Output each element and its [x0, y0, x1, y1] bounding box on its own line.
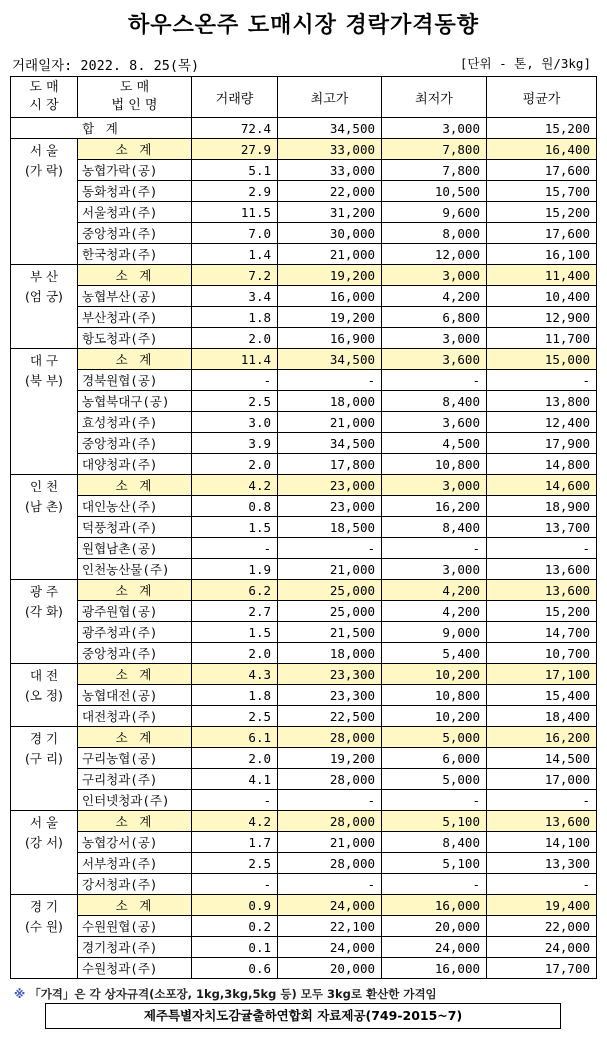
avg-price-cell: -: [487, 790, 597, 811]
table-row: [11, 202, 597, 223]
corporation-name: 부산청과(주): [78, 307, 192, 328]
volume-cell: 6.2: [192, 580, 278, 601]
max-price-cell: 23,000: [278, 475, 382, 496]
max-price-cell: 33,000: [278, 160, 382, 181]
min-price-cell: 4,200: [382, 286, 487, 307]
volume-cell: 1.9: [192, 559, 278, 580]
table-row: [11, 433, 597, 454]
volume-cell: 0.1: [192, 937, 278, 958]
region-cell: [11, 727, 78, 811]
avg-price-cell: 16,400: [487, 139, 597, 160]
max-price-cell: 19,200: [278, 307, 382, 328]
avg-price-cell: 13,600: [487, 811, 597, 832]
min-price-cell: 4,200: [382, 601, 487, 622]
avg-price-cell: 11,400: [487, 265, 597, 286]
max-price-cell: 21,000: [278, 832, 382, 853]
avg-price-cell: 12,400: [487, 412, 597, 433]
source-box: 제주특별자치도감귤출하연합회 자료제공(749-2015~7): [45, 1003, 561, 1029]
avg-price-cell: 17,600: [487, 160, 597, 181]
max-price-cell: 23,300: [278, 685, 382, 706]
volume-cell: 3.4: [192, 286, 278, 307]
region-name: 대 구: [29, 353, 59, 368]
max-price-cell: -: [278, 874, 382, 895]
volume-cell: 5.1: [192, 160, 278, 181]
max-price-cell: 19,200: [278, 265, 382, 286]
subtotal-row: [11, 727, 597, 748]
table-row: [11, 622, 597, 643]
min-price-cell: 6,800: [382, 307, 487, 328]
volume-cell: 27.9: [192, 139, 278, 160]
volume-cell: 6.1: [192, 727, 278, 748]
min-price-cell: 16,200: [382, 496, 487, 517]
max-price-cell: 28,000: [278, 727, 382, 748]
table-row: [11, 454, 597, 475]
volume-cell: 2.0: [192, 328, 278, 349]
region-district: (구 리): [25, 751, 63, 766]
corporation-name: 소 계: [78, 895, 192, 916]
max-price-cell: 19,200: [278, 748, 382, 769]
corporation-name: 한국청과(주): [78, 244, 192, 265]
corporation-name: 광주청과(주): [78, 622, 192, 643]
table-row: [11, 244, 597, 265]
volume-cell: 0.6: [192, 958, 278, 979]
region-district: (북 부): [25, 373, 63, 388]
region-district: (엄 궁): [25, 289, 63, 304]
max-price-cell: 30,000: [278, 223, 382, 244]
min-price-cell: 3,600: [382, 349, 487, 370]
max-price-cell: 21,500: [278, 622, 382, 643]
table-row: [11, 517, 597, 538]
volume-cell: -: [192, 790, 278, 811]
corporation-name: 농협강서(공): [78, 832, 192, 853]
corporation-name: 대전청과(주): [78, 706, 192, 727]
footnote-mark: ※: [14, 987, 26, 1001]
corporation-name: 농협북대구(공): [78, 391, 192, 412]
volume-cell: -: [192, 538, 278, 559]
min-price-cell: 3,000: [382, 265, 487, 286]
region-district: (수 원): [25, 919, 63, 934]
table-row: [11, 748, 597, 769]
subtotal-row: [11, 265, 597, 286]
volume-cell: -: [192, 370, 278, 391]
corporation-name: 동화청과(주): [78, 181, 192, 202]
min-price-cell: 5,100: [382, 811, 487, 832]
avg-price-cell: 14,700: [487, 622, 597, 643]
min-price-cell: 5,100: [382, 853, 487, 874]
table-row: [11, 769, 597, 790]
volume-cell: 7.0: [192, 223, 278, 244]
footnote: [14, 986, 437, 1002]
volume-cell: 2.9: [192, 181, 278, 202]
volume-cell: 1.8: [192, 307, 278, 328]
min-price-cell: 5,000: [382, 727, 487, 748]
min-price-cell: 20,000: [382, 916, 487, 937]
corporation-name: 농협부산(공): [78, 286, 192, 307]
avg-price-cell: 16,200: [487, 727, 597, 748]
corporation-name: 항도청과(주): [78, 328, 192, 349]
region-district: (가 락): [25, 163, 63, 178]
footnote-text: 「가격」은 각 상자규격(소포장, 1kg,3kg,5kg 등) 모두 3kg로 환산한 가격임: [29, 987, 437, 1001]
max-price-cell: 25,000: [278, 580, 382, 601]
avg-price-cell: 19,400: [487, 895, 597, 916]
max-price-cell: 18,000: [278, 643, 382, 664]
table-row: [11, 496, 597, 517]
region-name: 대 전: [29, 668, 59, 683]
avg-price-cell: 14,100: [487, 832, 597, 853]
region-cell: [11, 265, 78, 349]
min-price-cell: 3,000: [382, 328, 487, 349]
max-price-cell: 18,000: [278, 391, 382, 412]
region-name: 인 천: [29, 479, 59, 494]
max-price-cell: 17,800: [278, 454, 382, 475]
min-price-cell: -: [382, 538, 487, 559]
corporation-name: 광주원협(공): [78, 601, 192, 622]
table-row: [11, 916, 597, 937]
avg-price-cell: 15,400: [487, 685, 597, 706]
total-label: [11, 118, 192, 139]
volume-cell: 1.7: [192, 832, 278, 853]
page-title: 하우스온주 도매시장 경락가격동향: [127, 13, 480, 38]
subtotal-row: [11, 349, 597, 370]
subtotal-row: [11, 811, 597, 832]
min-price-cell: 8,400: [382, 517, 487, 538]
table-row: [11, 286, 597, 307]
volume-cell: 4.2: [192, 811, 278, 832]
volume-cell: 4.1: [192, 769, 278, 790]
avg-price-cell: -: [487, 874, 597, 895]
header-avg-price: 평균가: [487, 77, 597, 118]
corporation-name: 원협남촌(공): [78, 538, 192, 559]
max-price-cell: 16,900: [278, 328, 382, 349]
avg-price-cell: 13,800: [487, 391, 597, 412]
min-price-cell: 16,000: [382, 958, 487, 979]
min-price-cell: 3,000: [382, 475, 487, 496]
min-price-cell: 3,000: [382, 559, 487, 580]
avg-price-cell: 11,700: [487, 328, 597, 349]
subtotal-row: [11, 895, 597, 916]
corporation-name: 소 계: [78, 265, 192, 286]
max-price-cell: -: [278, 370, 382, 391]
region-district: (오 정): [25, 688, 63, 703]
table-row: [11, 538, 597, 559]
avg-price-cell: 15,200: [487, 601, 597, 622]
min-price-cell: 6,000: [382, 748, 487, 769]
unit-label: [단위 - 톤, 원/3kg]: [459, 56, 591, 71]
header-corp-bottom: 법 인 명: [111, 98, 158, 113]
max-price-cell: 21,000: [278, 559, 382, 580]
min-price-cell: 5,400: [382, 643, 487, 664]
region-district: (남 촌): [25, 499, 63, 514]
volume-cell: 1.8: [192, 685, 278, 706]
volume-cell: 0.9: [192, 895, 278, 916]
avg-price-cell: 17,600: [487, 223, 597, 244]
min-price-cell: 10,500: [382, 181, 487, 202]
volume-cell: 1.5: [192, 622, 278, 643]
min-price-cell: 4,500: [382, 433, 487, 454]
max-price-cell: 21,000: [278, 412, 382, 433]
volume-cell: 2.0: [192, 643, 278, 664]
corporation-name: 대양청과(주): [78, 454, 192, 475]
max-price-cell: 34,500: [278, 349, 382, 370]
corporation-name: 서부청과(주): [78, 853, 192, 874]
header-min-price: 최저가: [382, 77, 487, 118]
avg-price-cell: 13,700: [487, 517, 597, 538]
avg-price-cell: -: [487, 538, 597, 559]
region-name: 부 산: [29, 269, 59, 284]
region-cell: [11, 664, 78, 727]
volume-cell: -: [192, 874, 278, 895]
header-region: [11, 77, 78, 118]
avg-price-cell: 15,700: [487, 181, 597, 202]
region-name: 서 울: [29, 143, 59, 158]
avg-price-cell: 13,600: [487, 580, 597, 601]
max-price-cell: 34,500: [278, 433, 382, 454]
corporation-name: 농협가락(공): [78, 160, 192, 181]
region-name: 광 주: [29, 584, 59, 599]
max-price-cell: 23,000: [278, 496, 382, 517]
volume-cell: 4.2: [192, 475, 278, 496]
table-row: [11, 160, 597, 181]
min-price-cell: 8,400: [382, 391, 487, 412]
volume-cell: 0.2: [192, 916, 278, 937]
corporation-name: 중앙청과(주): [78, 223, 192, 244]
corporation-name: 인천농산물(주): [78, 559, 192, 580]
max-price-cell: 20,000: [278, 958, 382, 979]
avg-price-cell: 10,700: [487, 643, 597, 664]
min-price-cell: 8,400: [382, 832, 487, 853]
max-price-cell: 28,000: [278, 769, 382, 790]
corporation-name: 경북원협(공): [78, 370, 192, 391]
max-price-cell: -: [278, 538, 382, 559]
max-price-cell: 22,500: [278, 706, 382, 727]
max-price-cell: 24,000: [278, 895, 382, 916]
min-price-cell: 4,200: [382, 580, 487, 601]
min-price-cell: 12,000: [382, 244, 487, 265]
corporation-name: 수원원협(공): [78, 916, 192, 937]
max-price-cell: 24,000: [278, 937, 382, 958]
min-price-cell: 8,000: [382, 223, 487, 244]
header-volume: 거래량: [192, 77, 278, 118]
table-row: [11, 370, 597, 391]
volume-cell: 2.5: [192, 706, 278, 727]
avg-price-cell: 16,100: [487, 244, 597, 265]
total-min: 3,000: [382, 118, 487, 139]
avg-price-cell: 13,600: [487, 559, 597, 580]
avg-price-cell: 17,000: [487, 769, 597, 790]
table-row: [11, 874, 597, 895]
avg-price-cell: 14,600: [487, 475, 597, 496]
min-price-cell: 9,000: [382, 622, 487, 643]
max-price-cell: 28,000: [278, 811, 382, 832]
subtotal-row: [11, 475, 597, 496]
region-cell: [11, 811, 78, 895]
min-price-cell: 16,000: [382, 895, 487, 916]
volume-cell: 4.3: [192, 664, 278, 685]
avg-price-cell: 18,400: [487, 706, 597, 727]
table-row: [11, 223, 597, 244]
total-volume: 72.4: [192, 118, 278, 139]
corporation-name: 소 계: [78, 727, 192, 748]
min-price-cell: 7,800: [382, 160, 487, 181]
volume-cell: 3.0: [192, 412, 278, 433]
min-price-cell: 24,000: [382, 937, 487, 958]
region-name: 경 기: [29, 899, 59, 914]
total-max: 34,500: [278, 118, 382, 139]
avg-price-cell: 15,200: [487, 202, 597, 223]
corporation-name: 중앙청과(주): [78, 433, 192, 454]
region-district: (강 서): [25, 835, 63, 850]
header-region-bottom: 시 장: [29, 98, 59, 113]
max-price-cell: 16,000: [278, 286, 382, 307]
region-district: (각 화): [25, 604, 63, 619]
corporation-name: 덕풍청과(주): [78, 517, 192, 538]
table-row: [11, 832, 597, 853]
volume-cell: 2.7: [192, 601, 278, 622]
volume-cell: 1.4: [192, 244, 278, 265]
min-price-cell: -: [382, 790, 487, 811]
table-row: [11, 181, 597, 202]
header-region-top: 도 매: [29, 80, 59, 95]
total-row: [11, 118, 597, 139]
avg-price-cell: -: [487, 370, 597, 391]
min-price-cell: 10,200: [382, 706, 487, 727]
min-price-cell: 10,200: [382, 664, 487, 685]
avg-price-cell: 13,300: [487, 853, 597, 874]
max-price-cell: 18,500: [278, 517, 382, 538]
table-row: [11, 685, 597, 706]
max-price-cell: -: [278, 790, 382, 811]
corporation-name: 인터넷청과(주): [78, 790, 192, 811]
volume-cell: 2.5: [192, 853, 278, 874]
avg-price-cell: 14,800: [487, 454, 597, 475]
table-row: [11, 559, 597, 580]
table-row: [11, 391, 597, 412]
volume-cell: 2.0: [192, 454, 278, 475]
volume-cell: 2.0: [192, 748, 278, 769]
region-name: 경 기: [29, 731, 59, 746]
volume-cell: 7.2: [192, 265, 278, 286]
table-row: [11, 643, 597, 664]
table-row: [11, 601, 597, 622]
max-price-cell: 31,200: [278, 202, 382, 223]
corporation-name: 소 계: [78, 475, 192, 496]
max-price-cell: 22,000: [278, 181, 382, 202]
max-price-cell: 33,000: [278, 139, 382, 160]
region-cell: [11, 580, 78, 664]
corporation-name: 경기청과(주): [78, 937, 192, 958]
max-price-cell: 22,100: [278, 916, 382, 937]
volume-cell: 11.4: [192, 349, 278, 370]
volume-cell: 3.9: [192, 433, 278, 454]
min-price-cell: -: [382, 370, 487, 391]
corporation-name: 대인농산(주): [78, 496, 192, 517]
table-row: [11, 706, 597, 727]
avg-price-cell: 22,000: [487, 916, 597, 937]
corporation-name: 소 계: [78, 580, 192, 601]
avg-price-cell: 17,900: [487, 433, 597, 454]
corporation-name: 서울청과(주): [78, 202, 192, 223]
trade-date: 거래일자: 2022. 8. 25(목): [12, 58, 200, 74]
table-row: [11, 307, 597, 328]
table-row: [11, 958, 597, 979]
table-row: [11, 937, 597, 958]
corporation-name: 소 계: [78, 139, 192, 160]
min-price-cell: 9,600: [382, 202, 487, 223]
min-price-cell: 3,600: [382, 412, 487, 433]
corporation-name: 강서청과(주): [78, 874, 192, 895]
avg-price-cell: 17,700: [487, 958, 597, 979]
table-row: [11, 412, 597, 433]
corporation-name: 소 계: [78, 664, 192, 685]
header-corporation: [78, 77, 192, 118]
corporation-name: 농협대전(공): [78, 685, 192, 706]
price-table: [10, 76, 597, 979]
avg-price-cell: 14,500: [487, 748, 597, 769]
table-row: [11, 853, 597, 874]
region-cell: [11, 475, 78, 580]
corporation-name: 효성청과(주): [78, 412, 192, 433]
corporation-name: 소 계: [78, 811, 192, 832]
corporation-name: 구리청과(주): [78, 769, 192, 790]
volume-cell: 0.8: [192, 496, 278, 517]
region-name: 서 울: [29, 815, 59, 830]
max-price-cell: 28,000: [278, 853, 382, 874]
region-cell: [11, 139, 78, 265]
subtotal-row: [11, 664, 597, 685]
min-price-cell: 10,800: [382, 685, 487, 706]
total-avg: 15,200: [487, 118, 597, 139]
header-row: [11, 77, 597, 118]
region-cell: [11, 349, 78, 475]
header-max-price: 최고가: [278, 77, 382, 118]
avg-price-cell: 12,900: [487, 307, 597, 328]
avg-price-cell: 10,400: [487, 286, 597, 307]
avg-price-cell: 17,100: [487, 664, 597, 685]
total-label-text: 합 계: [82, 121, 120, 136]
avg-price-cell: 15,000: [487, 349, 597, 370]
min-price-cell: 7,800: [382, 139, 487, 160]
table-row: [11, 328, 597, 349]
region-cell: [11, 895, 78, 979]
corporation-name: 구리농협(공): [78, 748, 192, 769]
corporation-name: 수원청과(주): [78, 958, 192, 979]
header-corp-top: 도 매: [119, 80, 150, 95]
avg-price-cell: 18,900: [487, 496, 597, 517]
avg-price-cell: 24,000: [487, 937, 597, 958]
max-price-cell: 25,000: [278, 601, 382, 622]
min-price-cell: 10,800: [382, 454, 487, 475]
corporation-name: 소 계: [78, 349, 192, 370]
min-price-cell: -: [382, 874, 487, 895]
max-price-cell: 23,300: [278, 664, 382, 685]
subtotal-row: [11, 580, 597, 601]
volume-cell: 11.5: [192, 202, 278, 223]
volume-cell: 1.5: [192, 517, 278, 538]
table-row: [11, 790, 597, 811]
corporation-name: 중앙청과(주): [78, 643, 192, 664]
min-price-cell: 5,000: [382, 769, 487, 790]
subtotal-row: [11, 139, 597, 160]
volume-cell: 2.5: [192, 391, 278, 412]
max-price-cell: 21,000: [278, 244, 382, 265]
